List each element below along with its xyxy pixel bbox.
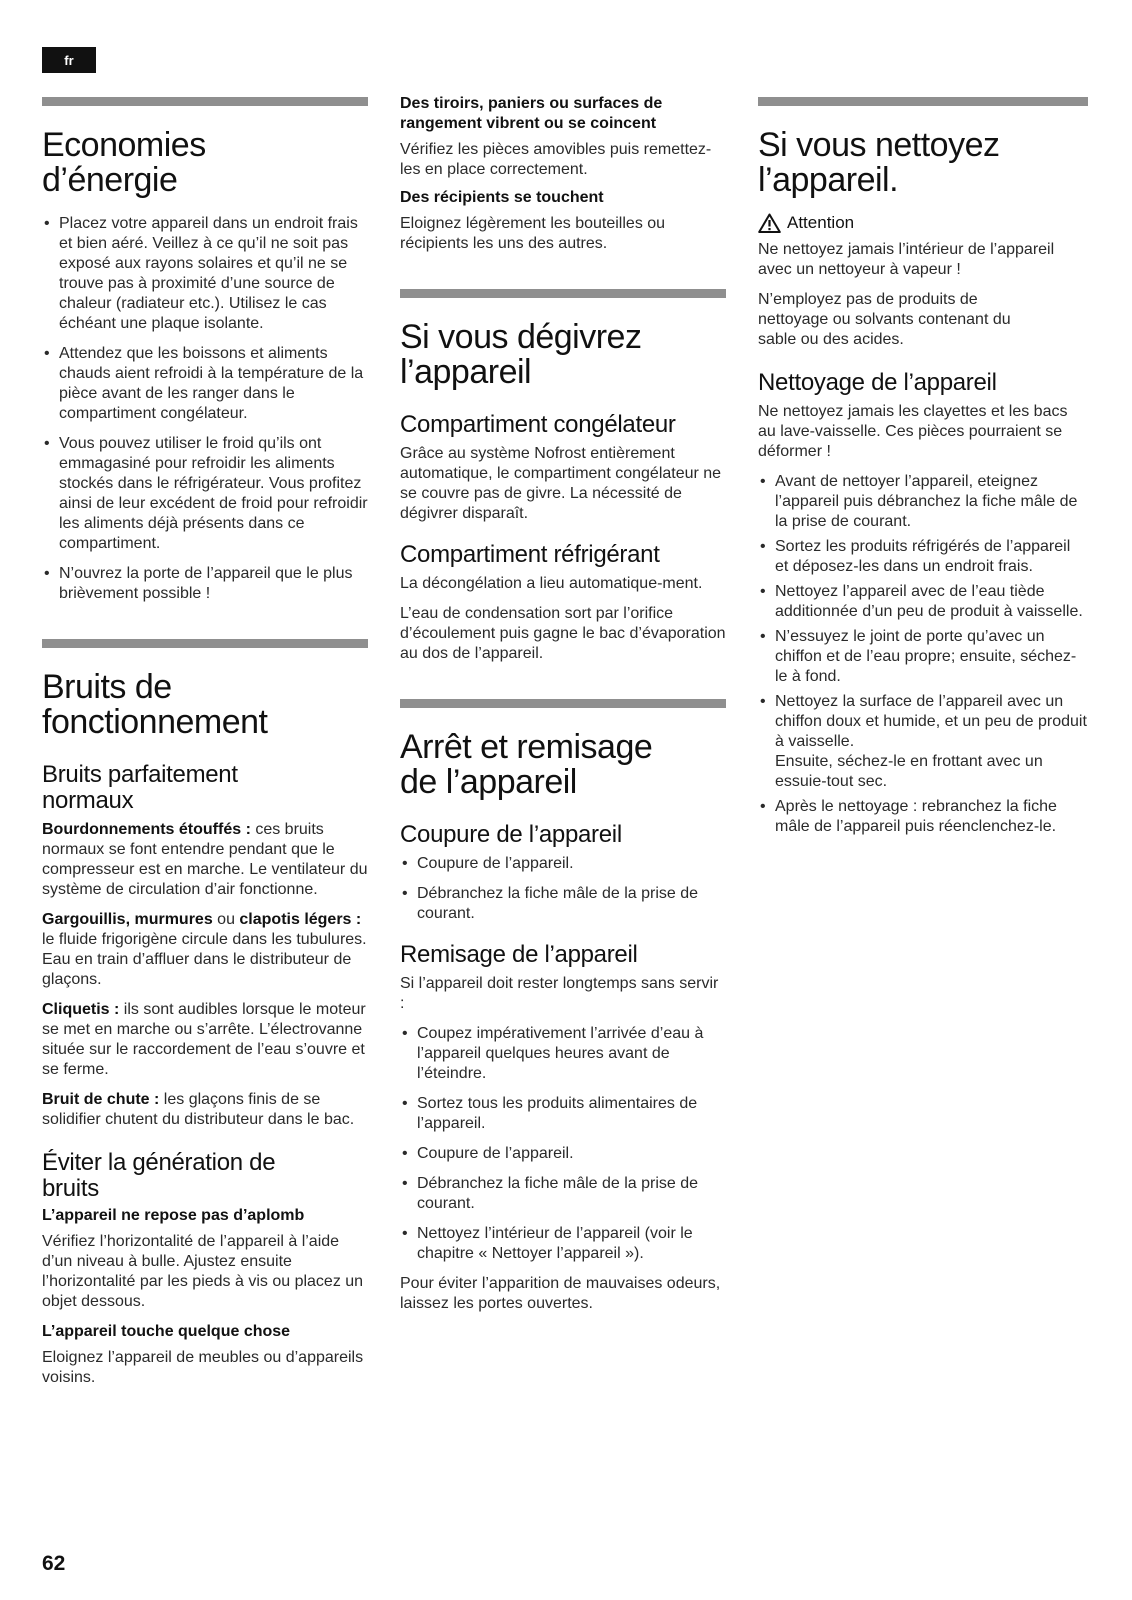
paragraph-odours: Pour éviter l’apparition de mauvaises odeurs, laissez les portes ouvertes. bbox=[400, 1275, 721, 1312]
section-title-noises: Bruits de fonctionnement bbox=[42, 668, 268, 741]
subsection-title-avoid-noises: Éviter la génération de bruits bbox=[42, 1149, 276, 1202]
subsection-title-cleaning: Nettoyage de l’appareil bbox=[758, 369, 997, 396]
list-item: • Placez votre appareil dans un endroit frais et bien aéré. Veillez à ce qu’il ne soit pas exposé aux rayons solaires et qu’il ne se trouve pas à proximité d’une source de chaleur (radiateur etc.). Utilisez le cas échéant une plaque isolante. bbox=[42, 214, 368, 334]
paragraph-dishwasher: Ne nettoyez jamais les clayettes et les bacs au lave-vaisselle. Ces pièces pourraient se déformer ! bbox=[758, 403, 1068, 460]
section-divider bbox=[400, 699, 726, 708]
subsection-title-freezer: Compartiment congélateur bbox=[400, 411, 676, 438]
attention-label: Attention bbox=[787, 213, 855, 232]
subsection-title-switch-off: Coupure de l’appareil bbox=[400, 821, 622, 848]
list-item: • Nettoyez l’intérieur de l’appareil (voir le chapitre « Nettoyer l’appareil »). bbox=[400, 1224, 726, 1264]
list-item: • N’ouvrez la porte de l’appareil que le plus brièvement possible ! bbox=[42, 564, 368, 604]
paragraph-not-level: Vérifiez l’horizontalité de l’appareil à l’aide d’un niveau à bulle. Ajustez ensuite l’horizontalité par les pieds à vis ou placez un objet dessous. bbox=[42, 1233, 364, 1310]
list-item: • Après le nettoyage : rebranchez la fiche mâle de l’appareil puis réenclenchez-le. bbox=[758, 797, 1088, 837]
list-item: • Attendez que les boissons et aliments chauds aient refroidi à la température de la pièce avant de les ranger dans le compartiment congélateur. bbox=[42, 344, 368, 424]
list-item: • Avant de nettoyer l’appareil, eteignez l’appareil puis débranchez la fiche mâle de la prise de courant. bbox=[758, 472, 1088, 532]
attention-notice bbox=[758, 212, 1088, 234]
energy-tips-list bbox=[42, 214, 368, 604]
column-right bbox=[758, 0, 1088, 837]
list-item: • Débranchez la fiche mâle de la prise de courant. bbox=[400, 884, 726, 924]
warning-triangle-icon bbox=[758, 213, 781, 233]
subsection-title-normal-noises: Bruits parfaitement normaux bbox=[42, 761, 238, 814]
paragraph-gurgling: Gargouillis, murmures ou clapotis légers : le fluide frigorigène circule dans les tubulures. Eau en train d’affluer dans le distributeur de glaçons. bbox=[42, 911, 367, 988]
section-title-energy: Economies d’énergie bbox=[42, 126, 206, 199]
column-middle bbox=[400, 0, 726, 1314]
column-left bbox=[42, 0, 368, 1388]
list-item: • Coupure de l’appareil. bbox=[400, 1144, 726, 1164]
subsection-title-storage: Remisage de l’appareil bbox=[400, 941, 638, 968]
paragraph-humming: Bourdonnements étouffés : ces bruits normaux se font entendre pendant que le compresseur est en marche. Le ventilateur du système de circulation d’air fonctionne. bbox=[42, 821, 368, 898]
section-divider bbox=[400, 289, 726, 298]
subheading-drawers-vibrate: Des tiroirs, paniers ou surfaces de rangement vibrent ou se coincent bbox=[400, 95, 663, 132]
section-divider bbox=[42, 97, 368, 106]
list-item: • N’essuyez le joint de porte qu’avec un chiffon et de l’eau propre; ensuite, séchez-le à fond. bbox=[758, 627, 1088, 687]
section-title-shutdown: Arrêt et remisage de l’appareil bbox=[400, 728, 653, 801]
list-item: • Sortez les produits réfrigérés de l’appareil et déposez-les dans un endroit frais. bbox=[758, 537, 1088, 577]
paragraph-fridge-1: La décongélation a lieu automatique-ment. bbox=[400, 575, 703, 592]
switch-off-list bbox=[400, 854, 726, 924]
subheading-touching: L’appareil touche quelque chose bbox=[42, 1323, 291, 1340]
paragraph-falling-noise: Bruit de chute : les glaçons finis de se solidifier chutent du distributeur dans le bac. bbox=[42, 1091, 355, 1128]
subheading-not-level: L’appareil ne repose pas d’aplomb bbox=[42, 1207, 305, 1224]
list-item: • Sortez tous les produits alimentaires de l’appareil. bbox=[400, 1094, 726, 1134]
section-title-cleaning: Si vous nettoyez l’appareil. bbox=[758, 126, 1000, 199]
section-divider bbox=[42, 639, 368, 648]
paragraph-drawers-vibrate: Vérifiez les pièces amovibles puis remettez-les en place correctement. bbox=[400, 141, 712, 178]
list-item: • Vous pouvez utiliser le froid qu’ils ont emmagasiné pour refroidir les aliments stockés dans le réfrigérateur. Vous profitez ainsi de leur excédent de froid pour refroidir les aliments déjà présents dans ce compartiment. bbox=[42, 434, 368, 554]
list-item: • Nettoyez l’appareil avec de l’eau tiède additionnée d’un peu de produit à vaisselle. bbox=[758, 582, 1088, 622]
section-title-defrost: Si vous dégivrez l’appareil bbox=[400, 318, 642, 391]
cleaning-list bbox=[758, 472, 1088, 837]
list-item: • Débranchez la fiche mâle de la prise de courant. bbox=[400, 1174, 726, 1214]
list-item: • Coupure de l’appareil. bbox=[400, 854, 726, 874]
paragraph-freezer: Grâce au système Nofrost entièrement automatique, le compartiment congélateur ne se couvre pas de givre. La nécessité de dégivrer disparaît. bbox=[400, 445, 722, 522]
section-divider bbox=[758, 97, 1088, 106]
list-item: • Nettoyez la surface de l’appareil avec un chiffon doux et humide, et un peu de produit à vaisselle. Ensuite, séchez-le en frottant avec un essuie-tout sec. bbox=[758, 692, 1088, 792]
page-number: 62 bbox=[42, 1552, 66, 1575]
language-tab: fr bbox=[42, 47, 96, 73]
paragraph-containers-touch: Eloignez légèrement les bouteilles ou récipients les uns des autres. bbox=[400, 215, 666, 252]
paragraph-steam-warning: Ne nettoyez jamais l’intérieur de l’appareil avec un nettoyeur à vapeur ! bbox=[758, 241, 1055, 278]
subsection-title-fridge: Compartiment réfrigérant bbox=[400, 541, 660, 568]
paragraph-fridge-2: L’eau de condensation sort par l’orifice d’écoulement puis gagne le bac d’évaporation au dos de l’appareil. bbox=[400, 605, 726, 662]
paragraph-solvents-warning: N’employez pas de produits de nettoyage ou solvants contenant du sable ou des acides. bbox=[758, 291, 1011, 348]
list-item: • Coupez impérativement l’arrivée d’eau à l’appareil quelques heures avant de l’éteindre. bbox=[400, 1024, 726, 1084]
subheading-containers-touch: Des récipients se touchent bbox=[400, 189, 604, 206]
paragraph-storage: Si l’appareil doit rester longtemps sans servir : bbox=[400, 975, 719, 1012]
paragraph-touching: Eloignez l’appareil de meubles ou d’appareils voisins. bbox=[42, 1349, 364, 1386]
storage-list bbox=[400, 1024, 726, 1264]
paragraph-clicking: Cliquetis : ils sont audibles lorsque le moteur se met en marche ou s’arrête. L’électrovanne située sur le raccordement de l’eau s’ouvre et se ferme. bbox=[42, 1001, 366, 1078]
